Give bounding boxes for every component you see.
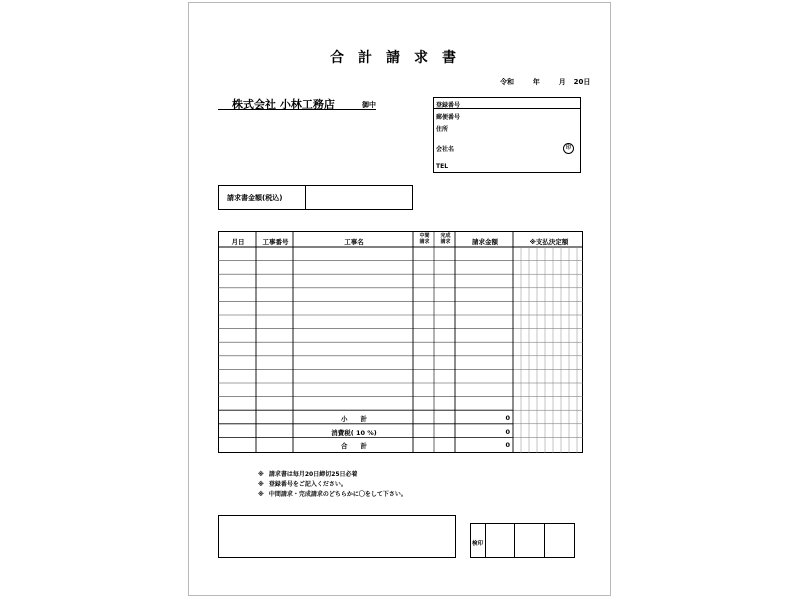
total-label: 合 計 bbox=[341, 442, 367, 450]
total-value: 0 bbox=[505, 441, 510, 449]
seal-mark: 印 bbox=[563, 143, 574, 154]
note-item: ※ 請求書は毎月20日締切25日必着 bbox=[258, 471, 358, 478]
addressee-company: 株式会社 小林工務店 bbox=[232, 98, 335, 111]
header-completion-line1: 完成 bbox=[440, 233, 451, 239]
inspection-stamp-box bbox=[470, 523, 575, 558]
note-item: ※ 中間請求・完成請求のどちらかに〇をして下さい。 bbox=[258, 491, 407, 498]
inspection-divider bbox=[544, 524, 545, 557]
date-era: 令和 bbox=[500, 78, 514, 86]
header-amount: 請求金額 bbox=[472, 238, 498, 246]
header-interim-line1: 中間 bbox=[419, 233, 430, 239]
addressee-honorific: 御中 bbox=[362, 101, 376, 109]
document-title: 合計請求書 bbox=[330, 50, 470, 66]
header-date: 月日 bbox=[231, 238, 245, 246]
date-day: 20日 bbox=[573, 78, 591, 86]
invoice-table bbox=[218, 231, 583, 453]
issue-date bbox=[500, 77, 590, 87]
registration-number-label: 登録番号 bbox=[436, 102, 461, 109]
addressee bbox=[218, 96, 376, 110]
date-month-unit: 月 bbox=[558, 78, 566, 86]
company-name-label: 会社名 bbox=[436, 146, 455, 153]
inspection-label: 検印 bbox=[472, 541, 484, 547]
tel-label: TEL bbox=[436, 163, 449, 170]
subtotal-label: 小 計 bbox=[341, 415, 367, 423]
issuer-divider bbox=[434, 108, 580, 109]
tax-label: 消費税( 10 %) bbox=[331, 429, 377, 437]
issuer-info-box bbox=[433, 97, 581, 173]
tax-value: 0 bbox=[505, 428, 510, 436]
header-interim bbox=[414, 233, 435, 245]
header-interim-line2: 請求 bbox=[419, 239, 430, 245]
note-item: ※ 登録番号をご記入ください。 bbox=[258, 481, 347, 488]
invoice-amount-divider bbox=[305, 186, 306, 209]
header-completion bbox=[435, 233, 456, 245]
memo-box bbox=[218, 515, 456, 558]
subtotal-value: 0 bbox=[505, 414, 510, 422]
header-payment-decision: ※支払決定額 bbox=[529, 238, 569, 246]
header-completion-line2: 請求 bbox=[440, 239, 451, 245]
notes bbox=[258, 470, 407, 500]
date-year-unit: 年 bbox=[532, 78, 540, 86]
header-job-name: 工事名 bbox=[344, 238, 364, 246]
inspection-divider bbox=[514, 524, 515, 557]
invoice-amount-label: 請求書金額(税込) bbox=[227, 194, 283, 202]
invoice-amount-box bbox=[218, 185, 413, 210]
address-label: 住所 bbox=[436, 126, 449, 133]
inspection-divider bbox=[485, 524, 486, 557]
postal-code-label: 郵便番号 bbox=[436, 114, 461, 121]
header-job-number: 工事番号 bbox=[262, 238, 289, 246]
